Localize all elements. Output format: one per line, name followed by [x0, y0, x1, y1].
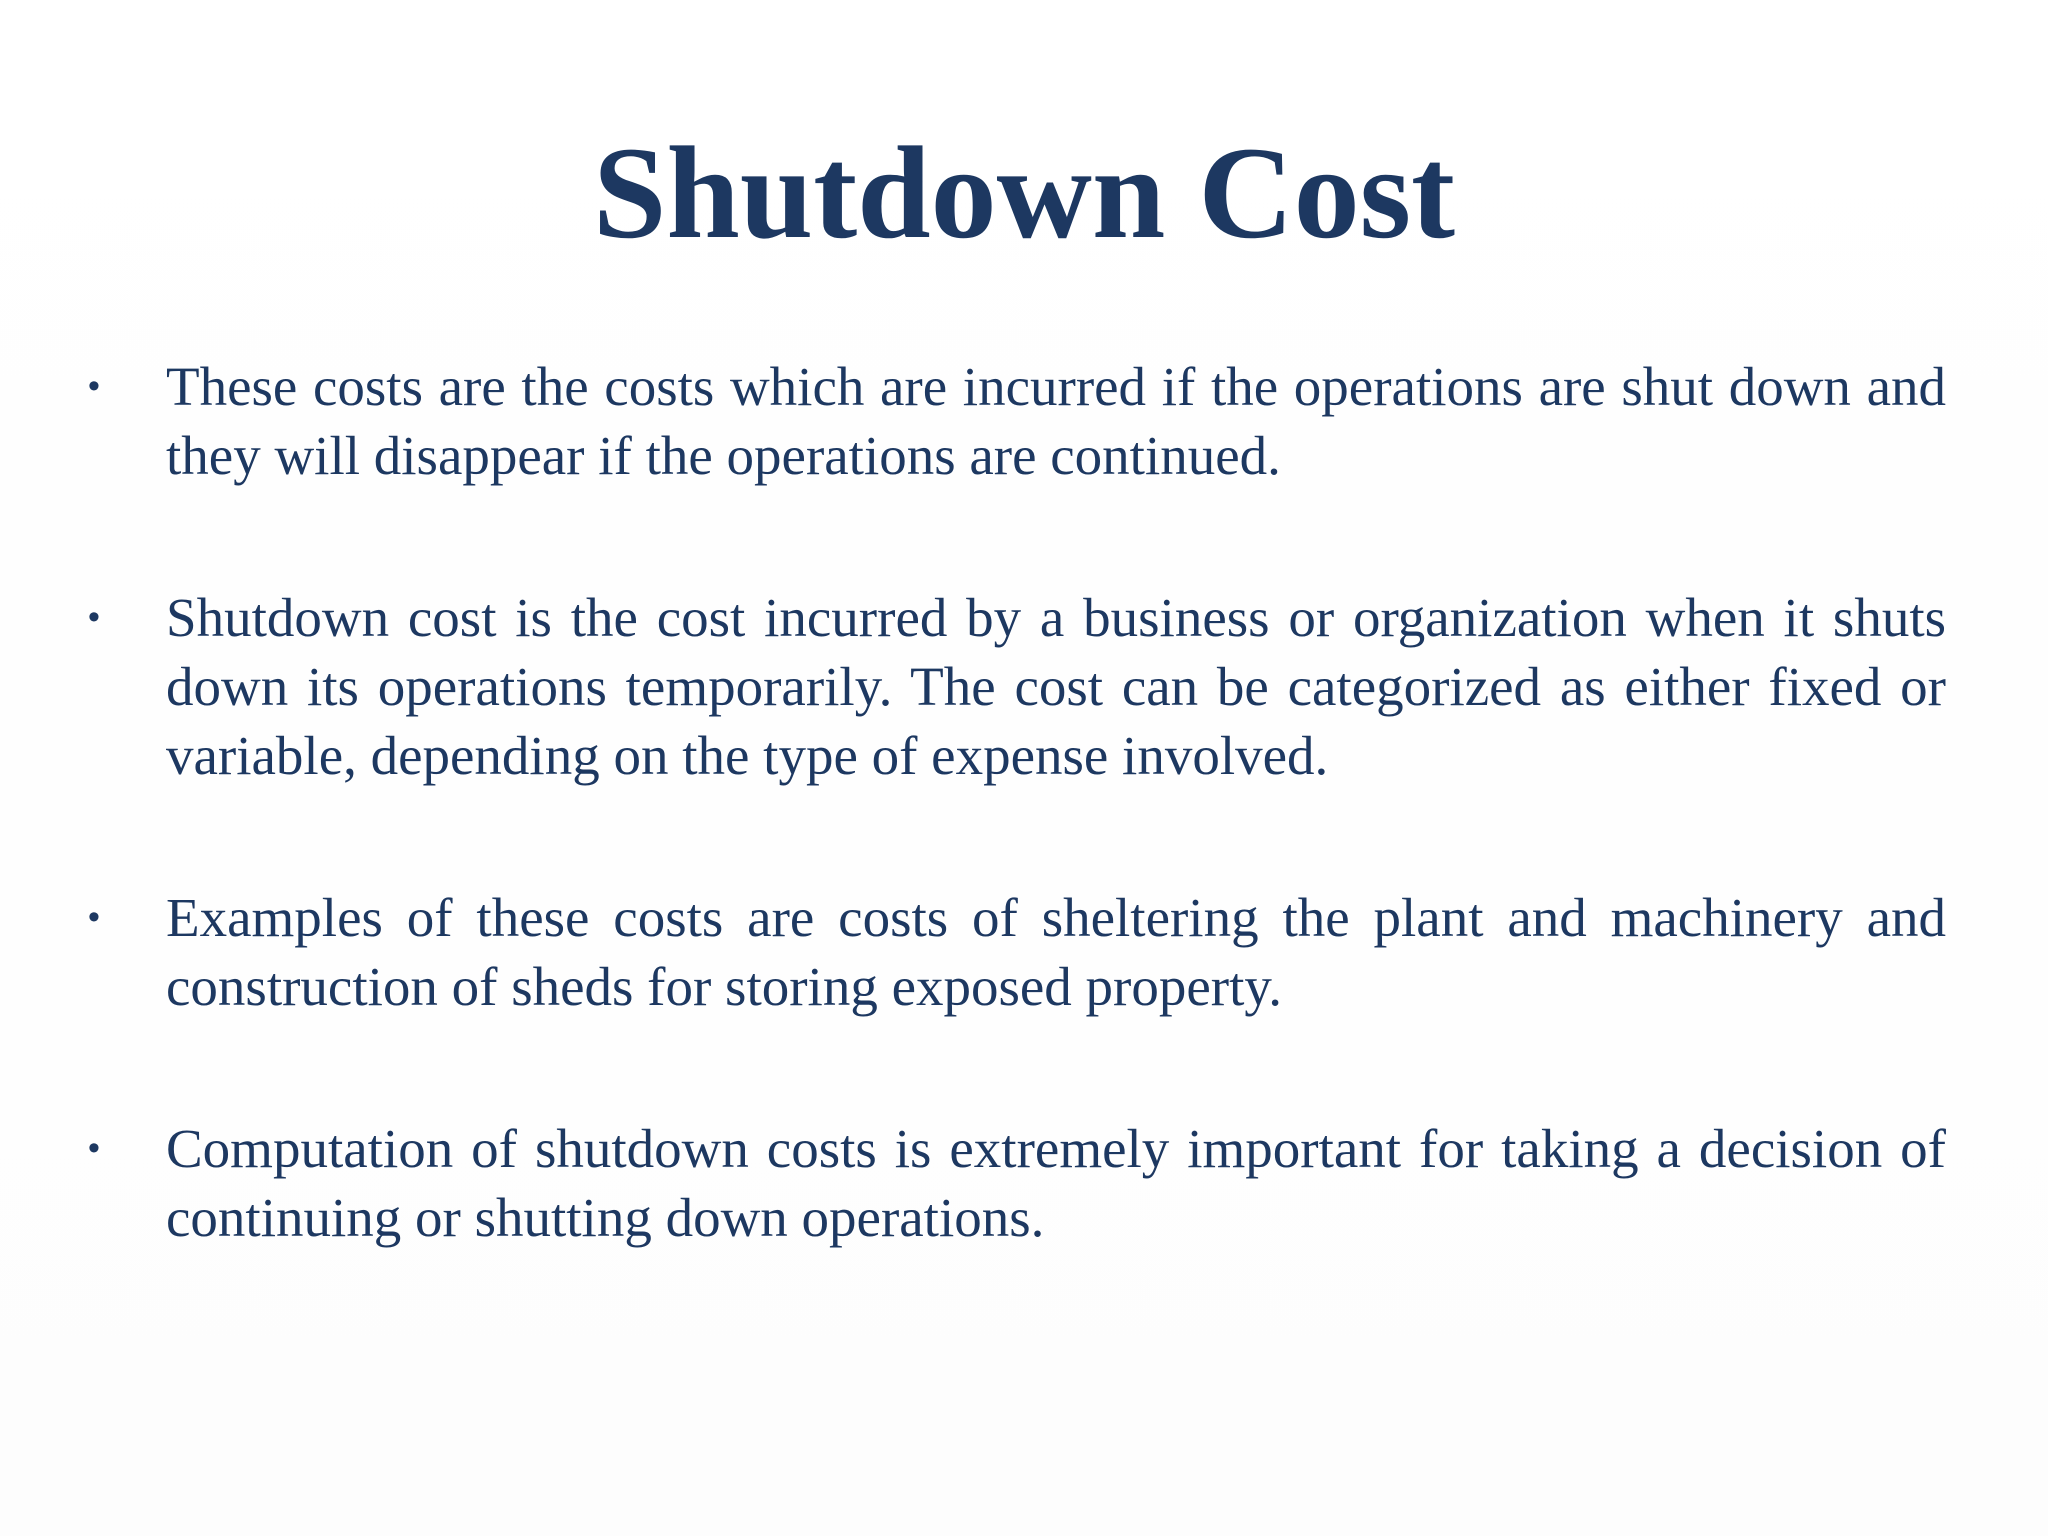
bullet-text: Examples of these costs are costs of sheltering the plant and machinery and construction of sheds for storing exposed property.	[166, 887, 1946, 1017]
bullet-text: Computation of shutdown costs is extremely important for taking a decision of continuing or shutting down operations.	[166, 1118, 1946, 1248]
bullet-list	[84, 352, 1946, 1252]
bullet-text: These costs are the costs which are incurred if the operations are shut down and they will disappear if the operations are continued.	[166, 356, 1946, 486]
bullet-item	[84, 583, 1946, 790]
bullet-icon: •	[88, 598, 100, 636]
bullet-item	[84, 352, 1946, 490]
bullet-item	[84, 1114, 1946, 1252]
bullet-text: Shutdown cost is the cost incurred by a business or organization when it shuts down its operations temporarily. The cost can be categorized as either fixed or variable, depending on the type of expense involved.	[166, 587, 1946, 786]
bullet-icon: •	[88, 367, 100, 405]
bullet-icon: •	[88, 1129, 100, 1167]
bullet-icon: •	[88, 898, 100, 936]
slide-title: Shutdown Cost	[593, 119, 1455, 266]
bullet-item	[84, 883, 1946, 1021]
